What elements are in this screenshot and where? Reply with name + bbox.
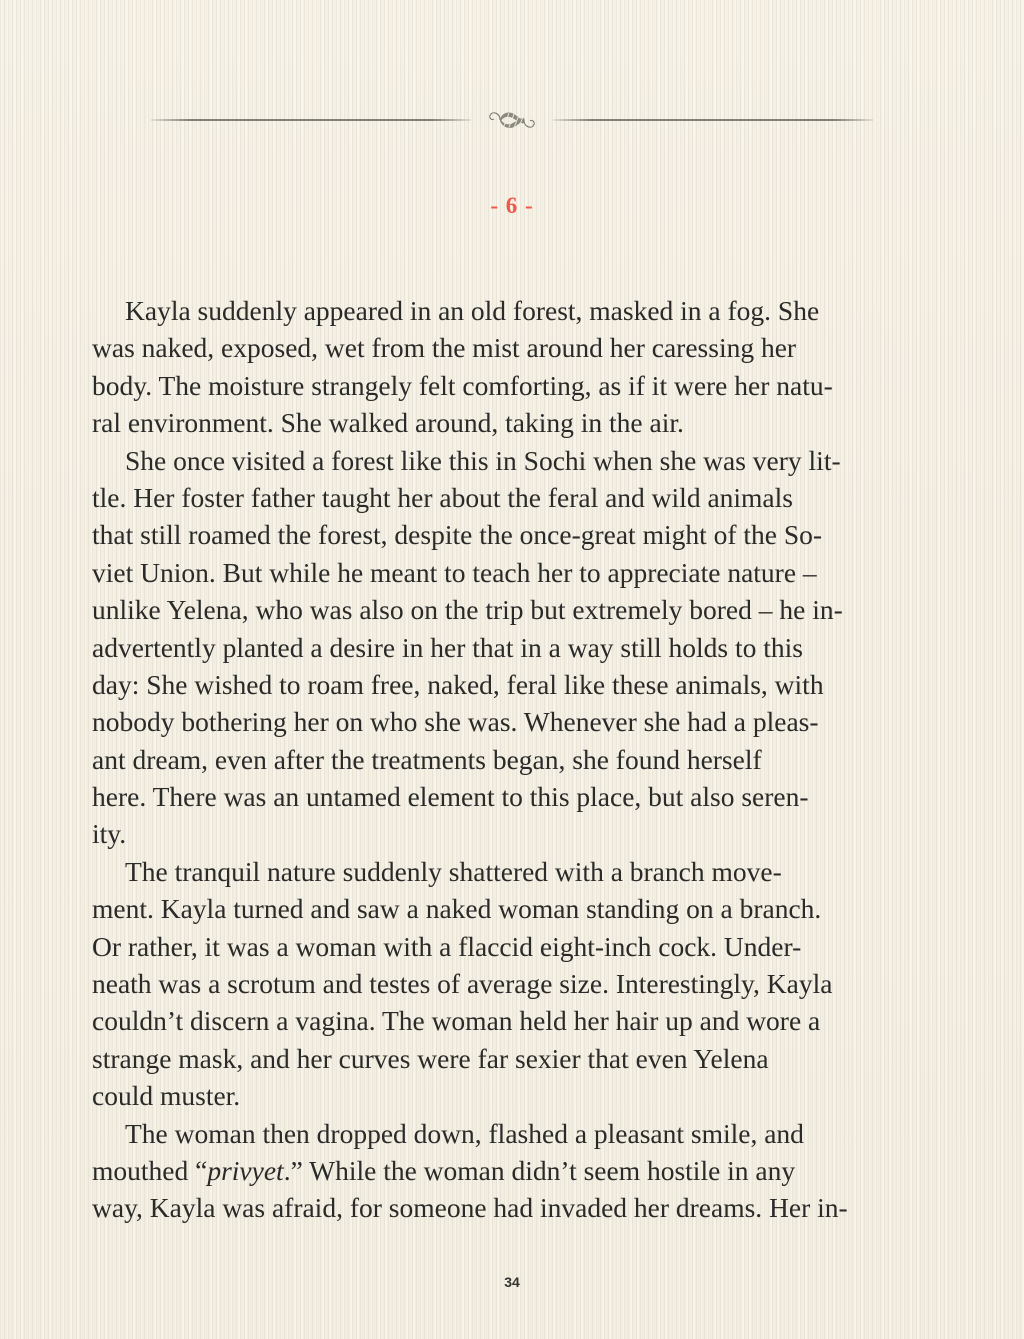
text-line-with-italic: mouthed “privyet.” While the woman didn’t seem hostile in any [92, 1154, 796, 1186]
flourish-swash-ornament-icon [481, 100, 543, 140]
text-line: that still roamed the forest, despite the once-great might of the So- [92, 519, 823, 551]
text-line: ity. [92, 818, 127, 850]
text-line: couldn’t discern a vagina. The woman held her hair up and wore a [92, 1005, 821, 1037]
text-line: was naked, exposed, wet from the mist around her caressing her [92, 332, 797, 364]
text-line: nobody bothering her on who she was. Whenever she had a pleas- [92, 706, 819, 738]
text-line: way, Kayla was afraid, for someone had invaded her dreams. Her in- [92, 1192, 848, 1224]
body-text [92, 292, 934, 1227]
text-line: The tranquil nature suddenly shattered with a branch move- [125, 855, 782, 887]
chapter-marker: - 6 - [490, 193, 534, 218]
text-line: unlike Yelena, who was also on the trip but extremely bored – he in- [92, 594, 843, 626]
text-line: ment. Kayla turned and saw a naked woman standing on a branch. [92, 893, 822, 925]
text-line: She once visited a forest like this in Sochi when she was very lit- [125, 444, 841, 476]
text-line: Or rather, it was a woman with a flaccid eight-inch cock. Under- [92, 930, 802, 962]
text-line: tle. Her foster father taught her about the feral and wild animals [92, 481, 793, 513]
text-line: could muster. [92, 1080, 241, 1112]
text-line: viet Union. But while he meant to teach her to appreciate nature – [92, 556, 817, 588]
text-line: The woman then dropped down, flashed a pleasant smile, and [125, 1117, 804, 1149]
text-line: body. The moisture strangely felt comforting, as if it were her natu- [92, 369, 833, 401]
text-line: day: She wished to roam free, naked, feral like these animals, with [92, 668, 824, 700]
text-line: ral environment. She walked around, taking in the air. [92, 407, 684, 439]
text-line: neath was a scrotum and testes of average size. Interestingly, Kayla [92, 968, 833, 1000]
text-line: here. There was an untamed element to this place, but also seren- [92, 781, 809, 813]
header-rule-right [553, 119, 873, 121]
text-line: ant dream, even after the treatments began, she found herself [92, 743, 762, 775]
text-line: advertently planted a desire in her that in a way still holds to this [92, 631, 804, 663]
text-line: strange mask, and her curves were far sexier that even Yelena [92, 1042, 769, 1074]
header-rule-left [151, 119, 471, 121]
text-line: Kayla suddenly appeared in an old forest, masked in a fog. She [125, 295, 820, 326]
page-number: 34 [504, 1274, 520, 1290]
header-ornament-band [0, 100, 1024, 140]
